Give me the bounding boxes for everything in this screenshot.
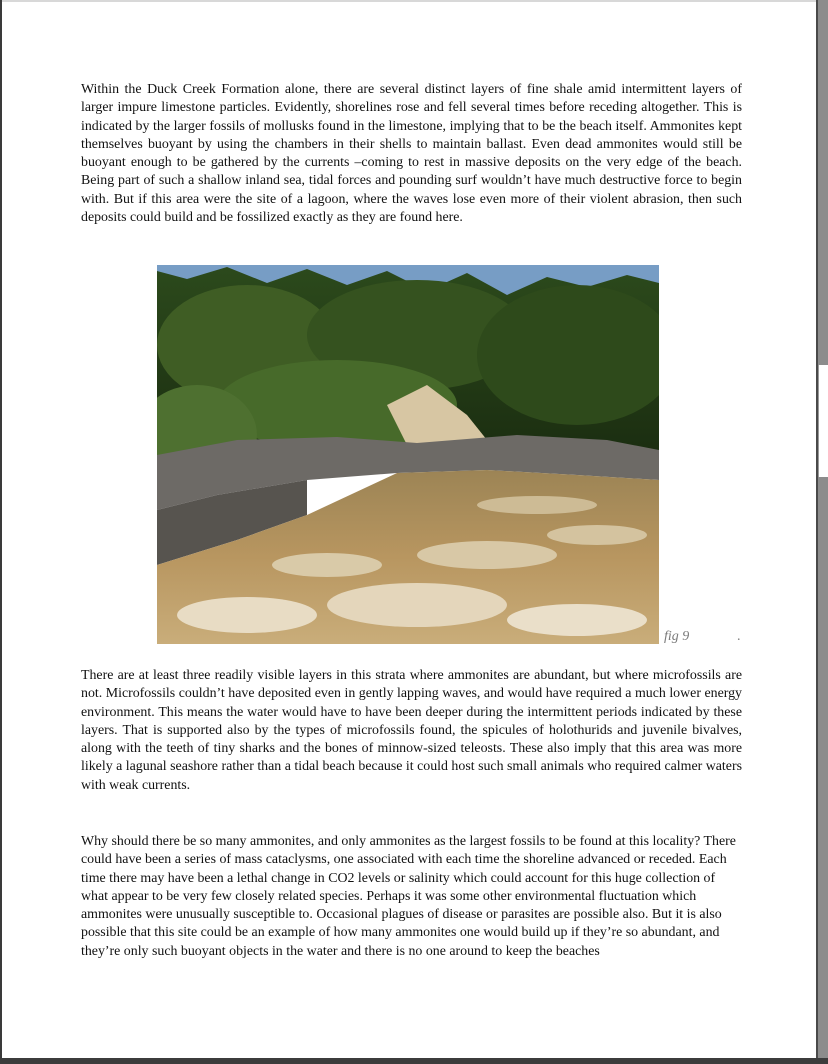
- creek-bed-photo: [157, 265, 659, 644]
- limestone-patch: [417, 541, 557, 569]
- body-paragraph-3: Why should there be so many ammonites, and only ammonites as the largest fossils to be found at this locality? There could have been a series of mass cataclysms, one associated with each time the shoreline advanced or receded. Each time there may have been a lethal change in CO2 levels or salinity which could account for this huge collection of what appear to be very few closely related species. Perhaps it was some other environmental fluctuation which ammonites were unusually susceptible to. Occasional plagues of disease or parasites are possible also. But it is also possible that this site could be an example of how many ammonites one would build up if they’re so abundant, and they’re only such buoyant objects in the water and there is no one around to keep the beaches: [81, 834, 736, 959]
- limestone-patch: [272, 553, 382, 577]
- body-paragraph-2: There are at least three readily visible layers in this strata where ammonites are abundant, but where microfossils are not. Microfossils couldn’t have deposited even in gently lapping waves, and would have required a much lower energy environment. This means the water would have to have been deeper during the intermittent periods indicated by these layers. That is supported also by the types of microfossils found, the spicules of holothurids and juvenile bivalves, along with the teeth of tiny sharks and the bones of minnow-sized teleosts. These also imply that this area was more likely a lagunal seashore rather than a tidal beach because it could host such small animals who required calmer waters with weak currents.: [81, 668, 742, 793]
- limestone-patch: [507, 604, 647, 636]
- limestone-patch: [547, 525, 647, 545]
- limestone-patch: [477, 496, 597, 514]
- window-bottom-border: [0, 1058, 828, 1064]
- caption-trailing-mark: .: [737, 629, 741, 644]
- window-left-border: [0, 0, 2, 1064]
- limestone-patch: [327, 583, 507, 627]
- limestone-patch: [177, 597, 317, 633]
- figure-caption: fig 9: [664, 629, 690, 644]
- window-top-border: [0, 0, 818, 2]
- body-paragraph-1: Within the Duck Creek Formation alone, there are several distinct layers of fine shale amid intermittent layers of larger impure limestone particles. Evidently, shorelines rose and fell several times before receding altogether. This is indicated by the larger fossils of mollusks found in the limestone, implying that to be the beach itself. Ammonites kept themselves buoyant by using the chambers in their shells to maintain ballast. Even dead ammonites would still be buoyant enough to be gathered by the currents –coming to rest in massive deposits on the very edge of the beach. Being part of such a shallow inland sea, tidal forces and pounding surf wouldn’t have much destructive force to begin with. But if this area were the site of a lagoon, where the waves lose even more of their violent abrasion, then such deposits could build and be fossilized exactly as they are found here.: [81, 82, 742, 226]
- vertical-scrollbar-track[interactable]: [818, 0, 828, 1064]
- scrollbar-thumb[interactable]: [818, 365, 828, 477]
